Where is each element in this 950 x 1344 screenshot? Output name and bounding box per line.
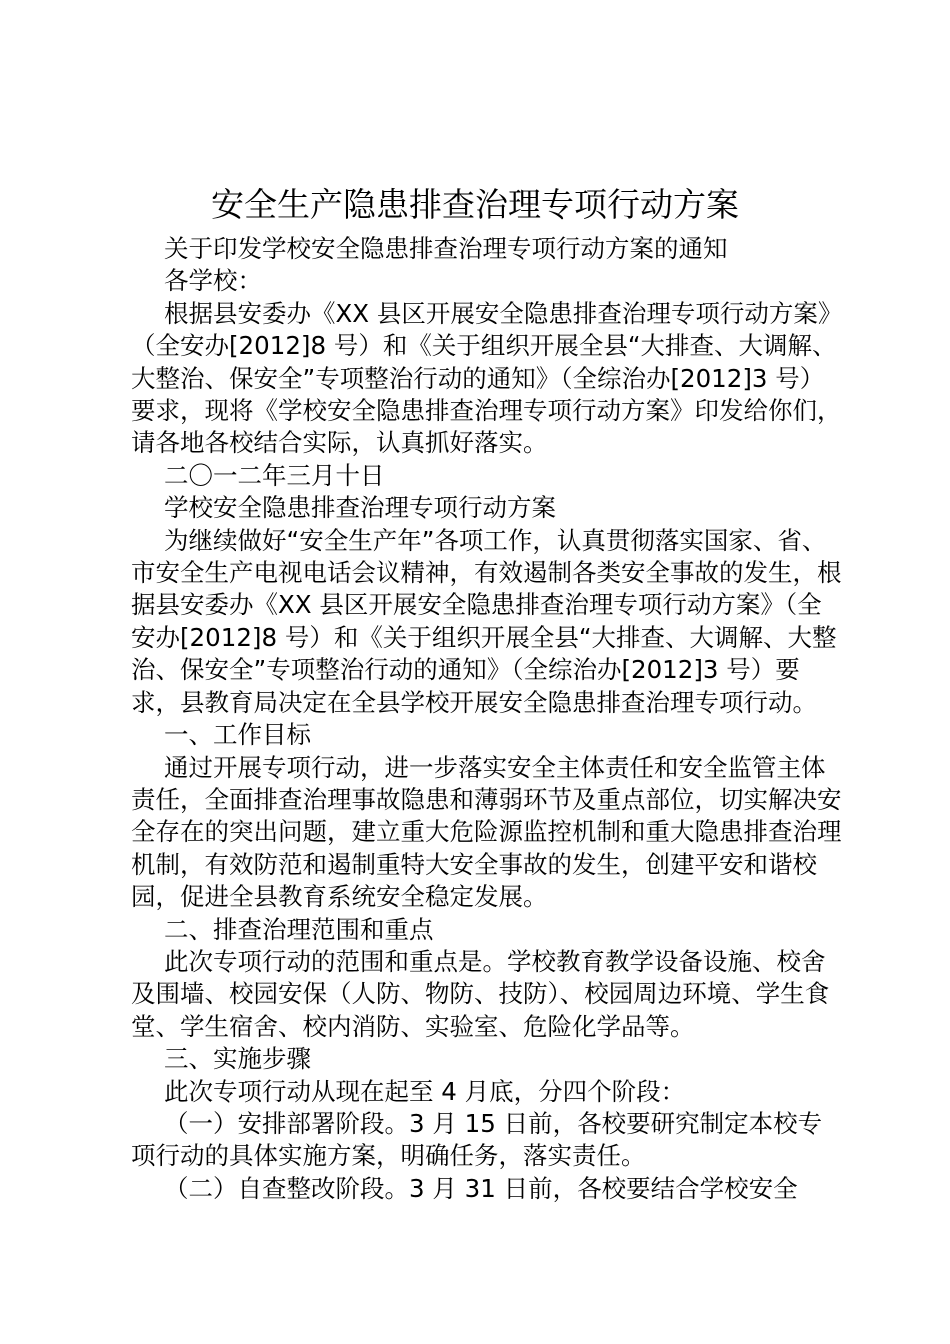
notice-heading: 关于印发学校安全隐患排查治理专项行动方案的通知	[164, 234, 728, 263]
paragraph-steps-intro: 此次专项行动从现在起至 4 月底，分四个阶段：	[164, 1076, 686, 1106]
notice-date: 二〇一二年三月十日	[164, 460, 385, 490]
paragraph-step-1: （一）安排部署阶段。3 月 15 日前，各校要研究制定本校专项行动的具体实施方案，明确任务，落实责任。	[131, 1108, 823, 1171]
section-heading-goals: 一、工作目标	[164, 720, 311, 750]
salutation: 各学校：	[164, 266, 262, 296]
paragraph-goals: 通过开展专项行动，进一步落实安全主体责任和安全监管主体责任，全面排查治理事故隐患和薄弱环节及重点部位，切实解决安全存在的突出问题，建立重大危险源监控机制和重大隐患排查治理机制，有效防范和遏制重特大安全事故的发生，创建平安和谐校园，促进全县教育系统安全稳定发展。	[131, 752, 842, 912]
plan-heading: 学校安全隐患排查治理专项行动方案	[164, 493, 556, 523]
paragraph-step-2: （二）自查整改阶段。3 月 31 日前，各校要结合学校安全	[164, 1173, 798, 1203]
document-body	[131, 233, 843, 1205]
section-heading-steps: 三、实施步骤	[164, 1044, 311, 1074]
paragraph-intro: 根据县安委办《XX 县区开展安全隐患排查治理专项行动方案》（全安办[2012]8 号）和《关于组织开展全县“大排查、大调解、大整治、保安全”专项整治行动的通知》（全综治办[2012]3 号）要求，现将《学校安全隐患排查治理专项行动方案》印发给你们，请各地各校结合实际，认真抓好落实。	[131, 298, 843, 458]
paragraph-scope: 此次专项行动的范围和重点是。学校教育教学设备设施、校舍及围墙、校园安保（人防、物防、技防）、校园周边环境、学生食堂、学生宿舍、校内消防、实验室、危险化学品等。	[131, 946, 830, 1041]
document-title: 安全生产隐患排查治理专项行动方案	[211, 185, 739, 224]
paragraph-purpose: 为继续做好“安全生产年”各项工作，认真贯彻落实国家、省、市安全生产电视电话会议精神，有效遏制各类安全事故的发生，根据县安委办《XX 县区开展安全隐患排查治理专项行动方案》（全安办[2012]8 号）和《关于组织开展全县“大排查、大调解、大整治、保安全”专项整治行动的通知》（全综治办[2012]3 号）要求，县教育局决定在全县学校开展安全隐患排查治理专项行动。	[131, 525, 842, 717]
section-heading-scope: 二、排查治理范围和重点	[164, 914, 434, 944]
